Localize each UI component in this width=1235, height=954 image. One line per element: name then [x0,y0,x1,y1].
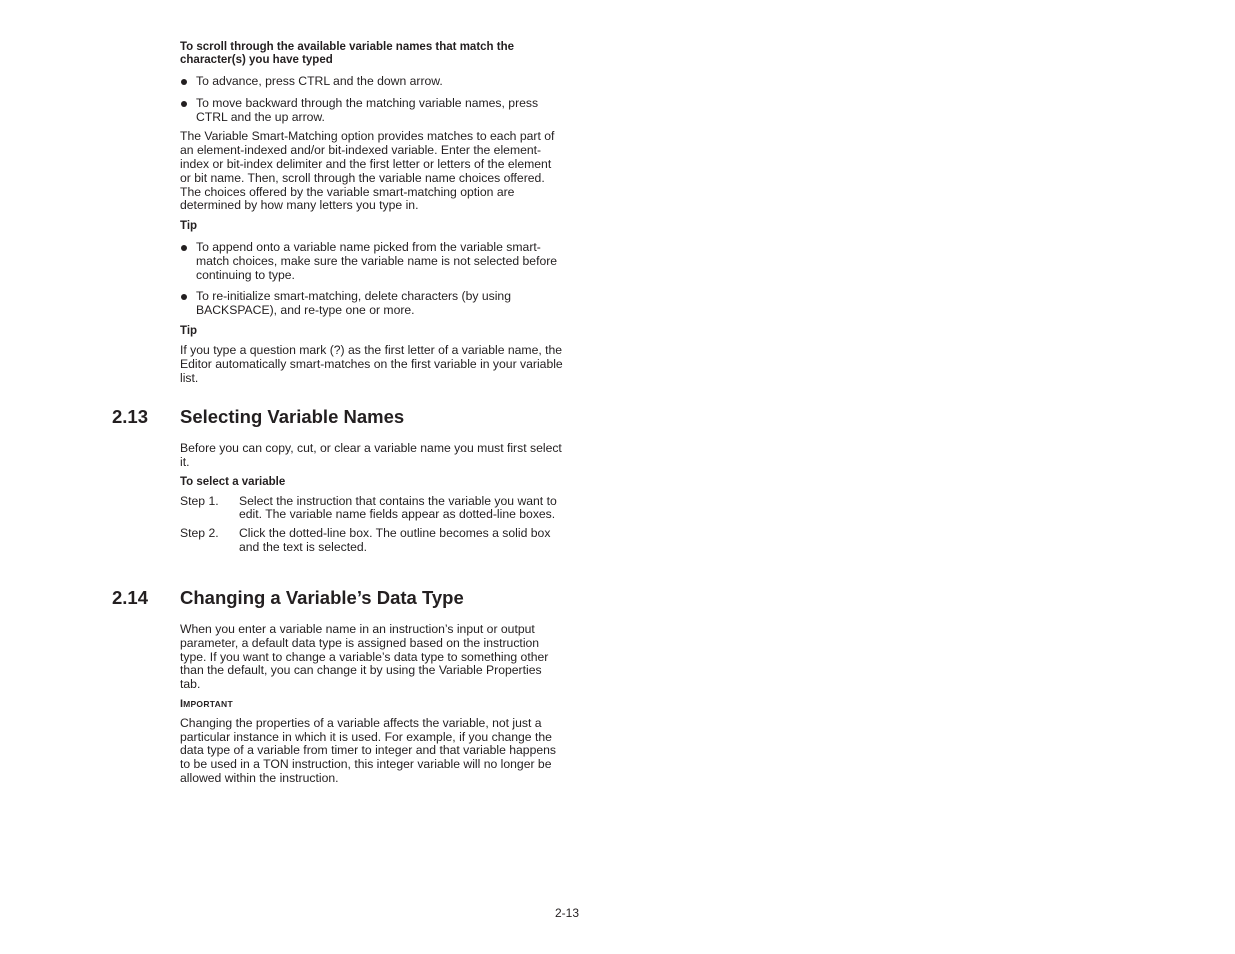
list-item: To append onto a variable name picked from the variable smart-match choices, make sure the variable name is not selected before continuing to type. [180,241,565,282]
section-title: Selecting Variable Names [180,406,405,427]
step-label: Step 2. [180,526,219,541]
section-number: 2.14 [112,587,149,608]
step-2 [180,527,565,555]
step-text: Click the dotted-line box. The outline becomes a solid box and the text is selected. [239,526,551,554]
scroll-block [180,41,565,213]
tip-bullets [180,241,565,318]
section-heading-2-14 [112,587,464,609]
procedure-heading: To select a variable [180,475,286,488]
scroll-bullets [180,75,565,124]
page-number: 2-13 [555,906,580,920]
important-rest: MPORTANT [183,698,233,709]
section-title: Changing a Variable’s Data Type [180,587,464,608]
section-intro: Before you can copy, cut, or clear a variable name you must first select it. [180,441,562,469]
list-item: To re-initialize smart-matching, delete characters (by using BACKSPACE), and re-type one or more. [180,290,565,318]
section-heading-2-13 [112,406,404,428]
step-1 [180,495,565,523]
important-first: I [180,697,184,710]
step-text: Select the instruction that contains the variable you want to edit. The variable name fields appear as dotted-line boxes. [239,493,557,522]
step-label: Step 1. [180,493,219,508]
tip-2 [180,325,565,385]
tip-label: Tip [180,325,198,337]
tip-paragraph: If you type a question mark (?) as the first letter of a variable name, the Editor automatically smart-matches on the first variable in your variable list. [180,343,563,385]
tip-1 [180,220,565,318]
section-2-14-body [180,623,565,786]
important-paragraph: Changing the properties of a variable affects the variable, not just a particular instance in which it is used. For example, if you change the data type of a variable from timer to integer and that variable happens to be used in a TON instruction, this integer variable will no longer be allowed within the instruction. [180,715,557,785]
section-2-13-body [180,442,565,555]
smart-matching-paragraph: The Variable Smart-Matching option provides matches to each part of an element-indexed and/or bit-indexed variable. Enter the element-index or bit-index delimiter and the first letter or letters of the element or bit name. Then, scroll through the variable name choices offered. The choices offered by the variable smart-matching option are determined by how many letters you type in. [180,129,555,213]
section-intro: When you enter a variable name in an instruction’s input or output parameter, a default data type is assigned based on the instruction type. If you want to change a variable’s data type to something other than the default, you can change it by using the Variable Properties tab. [180,622,549,692]
section-number: 2.13 [112,406,149,427]
list-item: To advance, press CTRL and the down arrow. [180,75,565,89]
tip-label: Tip [180,220,198,232]
important-label [180,698,565,712]
list-item: To move backward through the matching variable names, press CTRL and the up arrow. [180,97,565,125]
scroll-heading: To scroll through the available variable names that match the character(s) you have typed [180,41,515,66]
